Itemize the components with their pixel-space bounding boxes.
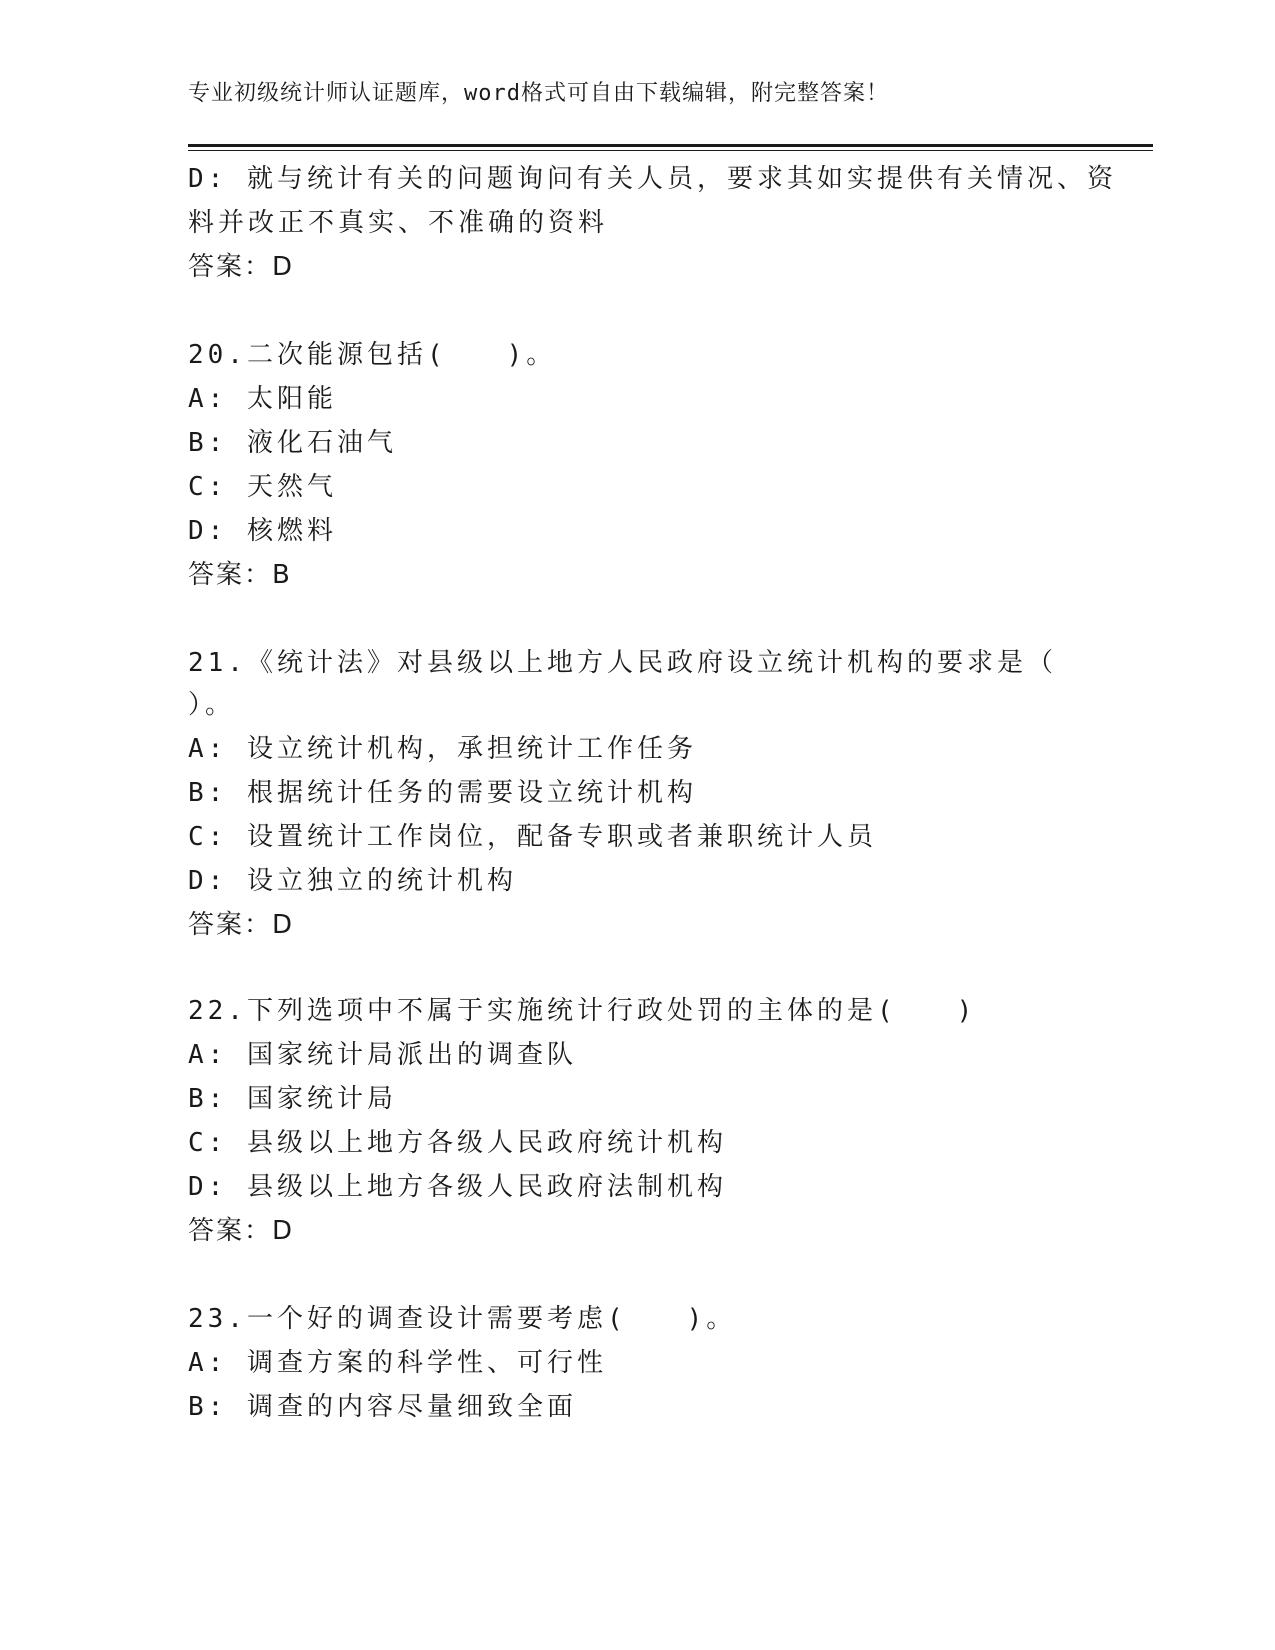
q21-answer: 答案：D (188, 910, 295, 940)
q21-stem-line2: ）。 (188, 690, 236, 720)
q22-option-b: B: 国家统计局 (188, 1084, 397, 1114)
q20-option-d: D: 核燃料 (188, 516, 337, 546)
q23-stem: 23.一个好的调查设计需要考虑( )。 (188, 1304, 737, 1334)
q20-option-a: A: 太阳能 (188, 384, 337, 414)
q22-option-c: C: 县级以上地方各级人民政府统计机构 (188, 1128, 727, 1158)
q20-answer: 答案：B (188, 560, 292, 590)
q21-option-b: B: 根据统计任务的需要设立统计机构 (188, 778, 697, 808)
q20-option-b: B: 液化石油气 (188, 428, 397, 458)
q21-option-d: D: 设立独立的统计机构 (188, 866, 517, 896)
q19-option-d-line2: 料并改正不真实、不准确的资料 (188, 208, 609, 238)
q23-option-a: A: 调查方案的科学性、可行性 (188, 1348, 607, 1378)
q22-option-a: A: 国家统计局派出的调查队 (188, 1040, 577, 1070)
q22-option-d: D: 县级以上地方各级人民政府法制机构 (188, 1172, 727, 1202)
q22-answer: 答案：D (188, 1216, 295, 1246)
q19-answer: 答案：D (188, 252, 295, 282)
header-rule-thick (188, 144, 1153, 147)
q21-option-a: A: 设立统计机构，承担统计工作任务 (188, 734, 697, 764)
q23-option-b: B: 调查的内容尽量细致全面 (188, 1392, 577, 1422)
q21-stem-line1: 21.《统计法》对县级以上地方人民政府设立统计机构的要求是（ (188, 648, 1057, 678)
q20-stem: 20.二次能源包括( )。 (188, 340, 557, 370)
q19-option-d-line1: D: 就与统计有关的问题询问有关人员，要求其如实提供有关情况、资 (188, 164, 1117, 194)
q20-option-c: C: 天然气 (188, 472, 337, 502)
header-rule-thin (188, 150, 1153, 151)
page-header: 专业初级统计师认证题库，word格式可自由下载编辑，附完整答案！ (188, 81, 889, 106)
q22-stem: 22.下列选项中不属于实施统计行政处罚的主体的是( ) (188, 996, 977, 1026)
q21-option-c: C: 设置统计工作岗位，配备专职或者兼职统计人员 (188, 822, 877, 852)
